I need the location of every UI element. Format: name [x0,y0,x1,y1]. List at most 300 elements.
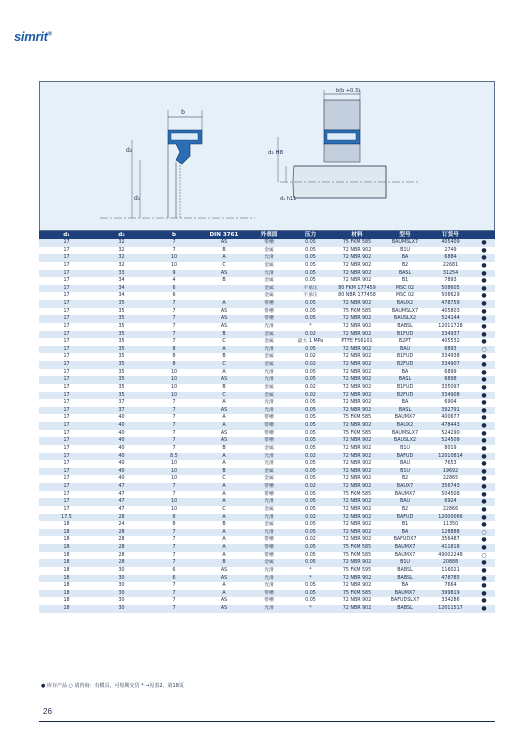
cell-order-no: 478759 [428,300,473,308]
cell-surface: 金属 [249,353,289,361]
cell-pressure: 0.05 [289,521,332,529]
cell-b: 7 [149,315,199,323]
cell-material: 72 NBR 902 [332,514,382,522]
cell-din: AS [199,308,249,316]
cell-order-no: 6893 [428,346,473,354]
cell-d2: 47 [94,498,149,506]
cell-material: 72 NBR 902 [332,582,382,590]
cell-stock: ● [473,475,495,483]
cell-surface: 光滑 [249,453,289,461]
cell-type: BAUSLX2 [382,437,428,445]
cell-b: 10 [149,506,199,514]
cell-surface: 金属 [249,392,289,400]
cell-pressure: 0.05 [289,475,332,483]
cell-type: MSC 02 [382,292,428,300]
cell-order-no: 22681 [428,262,473,270]
cell-b: 10 [149,392,199,400]
cell-stock: ● [473,491,495,499]
table-row [39,376,495,384]
col-header-type: 型号 [382,231,428,239]
cell-order-no: 356487 [428,536,473,544]
cell-d1: 17 [39,323,94,331]
cell-order-no: 334938 [428,353,473,361]
cell-type: BA [382,369,428,377]
table-row [39,544,495,552]
cell-d1: 17 [39,353,94,361]
cell-order-no: 22866 [428,506,473,514]
cell-order-no: 508605 [428,285,473,293]
cell-material: 72 NBR 902 [332,559,382,567]
cell-type: BASL [382,376,428,384]
cell-material: PTFE F56101 [332,338,382,346]
cell-pressure: 0.05 [289,491,332,499]
cell-stock: ● [473,605,495,613]
cell-surface: 带槽 [249,315,289,323]
cell-d1: 18 [39,575,94,583]
table-row [39,392,495,400]
cell-type: BAUMX7 [382,414,428,422]
cell-d2: 37 [94,407,149,415]
cell-din: C [199,262,249,270]
cell-type: B1 [382,277,428,285]
cell-b: 7 [149,437,199,445]
cell-pressure: 0.05 [289,254,332,262]
cell-d1: 18 [39,590,94,598]
table-row [39,346,495,354]
cell-d2: 40 [94,475,149,483]
table-row [39,597,495,605]
seal-cross-section-drawing [40,82,496,232]
cell-pressure: 0.02 [289,453,332,461]
cell-d2: 40 [94,430,149,438]
cell-d2: 28 [94,514,149,522]
cell-pressure: 不承压 [289,292,332,300]
cell-stock: ● [473,453,495,461]
cell-din: A [199,346,249,354]
cell-pressure: 0.05 [289,590,332,598]
cell-d1: 17 [39,346,94,354]
table-row [39,567,495,575]
table-row [39,483,495,491]
cell-order-no: 12011728 [428,323,473,331]
table-row [39,506,495,514]
cell-b: 7 [149,445,199,453]
cell-d2: 35 [94,369,149,377]
table-row [39,491,495,499]
cell-order-no: 6904 [428,399,473,407]
cell-d2: 35 [94,353,149,361]
table-row [39,575,495,583]
cell-type: BAUX7 [382,483,428,491]
cell-type: B1 [382,521,428,529]
cell-pressure: * [289,567,332,575]
cell-b: 10 [149,254,199,262]
cell-stock: ● [473,399,495,407]
cell-din: AS [199,437,249,445]
cell-d2: 35 [94,346,149,354]
cell-din: A [199,414,249,422]
cell-surface: 带槽 [249,437,289,445]
cell-din: B [199,247,249,255]
cell-din: A [199,536,249,544]
cell-order-no: 399819 [428,590,473,598]
cell-material: 72 NBR 902 [332,597,382,605]
cell-din: AS [199,567,249,575]
cell-pressure: 0.05 [289,552,332,560]
cell-surface: 金属 [249,475,289,483]
cell-din: A [199,582,249,590]
cell-type: B1U [382,445,428,453]
cell-order-no: 6884 [428,254,473,262]
cell-b: 7 [149,338,199,346]
cell-material: 75 FKM 585 [332,308,382,316]
cell-pressure: 0.05 [289,544,332,552]
col-header-order-no: 订货号 [428,231,473,239]
cell-pressure: 0.05 [289,414,332,422]
cell-order-no: 7664 [428,582,473,590]
cell-type: BABSL [382,575,428,583]
cell-order-no: 524144 [428,315,473,323]
table-row [39,582,495,590]
cell-d2: 30 [94,590,149,598]
cell-order-no: 335097 [428,384,473,392]
cell-order-no: 400677 [428,414,473,422]
cell-material: 72 NBR 902 [332,353,382,361]
cell-surface: 带槽 [249,483,289,491]
cell-order-no: 116021 [428,567,473,575]
cell-pressure: 不承压 [289,285,332,293]
cell-d1: 18 [39,536,94,544]
cell-stock: ● [473,483,495,491]
cell-stock: ● [473,262,495,270]
cell-d2: 30 [94,567,149,575]
cell-din: AS [199,239,249,247]
cell-type: B2 [382,506,428,514]
cell-din: AS [199,575,249,583]
cell-d2: 30 [94,605,149,613]
cell-material: 72 NBR 902 [332,536,382,544]
cell-stock: ● [473,514,495,522]
cell-stock: ● [473,445,495,453]
cell-din: A [199,460,249,468]
cell-order-no: 524509 [428,437,473,445]
cell-din: B [199,468,249,476]
cell-d1: 17 [39,369,94,377]
cell-order-no: 405532 [428,338,473,346]
cell-d1: 17 [39,247,94,255]
cell-material: 72 NBR 902 [332,323,382,331]
cell-d1: 17 [39,270,94,278]
cell-material: 75 FKM 585 [332,430,382,438]
cell-material: 75 FKM 585 [332,590,382,598]
cell-type: BA [382,582,428,590]
cell-type: BAUMX7 [382,552,428,560]
table-row [39,536,495,544]
cell-stock: ● [473,597,495,605]
cell-b: 7 [149,552,199,560]
cell-b: 7 [149,605,199,613]
cell-din [199,285,249,293]
cell-surface: 金属 [249,338,289,346]
cell-surface: 金属 [249,262,289,270]
cell-surface: 光滑 [249,605,289,613]
cell-pressure: 0.02 [289,384,332,392]
cell-pressure: 0.02 [289,514,332,522]
cell-pressure: 0.02 [289,353,332,361]
cell-stock: ○ [473,346,495,354]
cell-d2: 30 [94,582,149,590]
cell-d2: 35 [94,315,149,323]
cell-b: 7 [149,323,199,331]
cell-type: BAFUD [382,514,428,522]
table-row [39,331,495,339]
cell-b: 10 [149,468,199,476]
cell-d2: 35 [94,308,149,316]
cell-b: 7 [149,422,199,430]
table-row [39,468,495,476]
cell-pressure: 0.05 [289,582,332,590]
cell-din: A [199,422,249,430]
cell-din: B [199,353,249,361]
cell-stock: ● [473,498,495,506]
cell-order-no: 49002248 [428,552,473,560]
cell-b: 7 [149,529,199,537]
cell-material: 75 FKM 585 [332,414,382,422]
col-header-pressure: 压力 [289,231,332,239]
cell-type: BAUMSLX7 [382,239,428,247]
cell-b: 7 [149,407,199,415]
cell-order-no: 7893 [428,277,473,285]
cell-d2: 35 [94,338,149,346]
cell-stock: ○ [473,552,495,560]
cell-order-no: 334937 [428,331,473,339]
cell-d2: 28 [94,536,149,544]
table-row [39,605,495,613]
table-row [39,445,495,453]
cell-b: 6 [149,575,199,583]
cell-d1: 17 [39,475,94,483]
cell-d2: 32 [94,262,149,270]
col-header-din: DIN 3761 [199,231,249,239]
cell-b: 8 [149,521,199,529]
cell-order-no: 405803 [428,308,473,316]
cell-b: 7 [149,247,199,255]
cell-surface: 光滑 [249,254,289,262]
cell-order-no: 11350 [428,521,473,529]
cell-type: BAUMSLX7 [382,430,428,438]
table-header-row [39,231,495,239]
cell-d1: 17 [39,315,94,323]
cell-material: 72 NBR 902 [332,498,382,506]
table-row [39,437,495,445]
cell-type: BAUMSLX7 [382,308,428,316]
col-header-stock [473,231,495,239]
cell-stock: ● [473,567,495,575]
cell-stock: ● [473,437,495,445]
cell-d1: 18 [39,529,94,537]
cell-type: BAU [382,346,428,354]
cell-stock: ● [473,536,495,544]
cell-surface: 金属 [249,506,289,514]
cell-material: 72 NBR 902 [332,376,382,384]
cell-pressure: 0.05 [289,399,332,407]
table-row [39,399,495,407]
cell-d1: 17 [39,331,94,339]
table-row [39,315,495,323]
cell-d2: 40 [94,468,149,476]
cell-d1: 17 [39,285,94,293]
cell-material: 75 FKM 585 [332,239,382,247]
cell-stock: ● [473,559,495,567]
cell-surface: 光滑 [249,529,289,537]
cell-pressure: 0.05 [289,506,332,514]
cell-material: 75 FKM 585 [332,552,382,560]
cell-d2: 47 [94,491,149,499]
cell-d1: 17 [39,239,94,247]
cell-type: B2 [382,262,428,270]
cell-stock: ● [473,468,495,476]
cell-d1: 17 [39,498,94,506]
cell-type: MSC 02 [382,285,428,293]
cell-b: 8 [149,346,199,354]
cell-din: A [199,498,249,506]
cell-surface: 金属 [249,468,289,476]
cell-din: AS [199,605,249,613]
cell-surface: 光滑 [249,582,289,590]
cell-surface: 金属 [249,277,289,285]
cell-b: 10 [149,460,199,468]
cell-d2: 47 [94,506,149,514]
cell-stock: ● [473,506,495,514]
cell-din: B [199,384,249,392]
cell-material: 72 NBR 902 [332,475,382,483]
cell-material: 72 NBR 902 [332,422,382,430]
cell-order-no: 2749 [428,247,473,255]
cell-din: C [199,361,249,369]
cell-stock: ● [473,521,495,529]
cell-type: BAFUD [382,453,428,461]
cell-d1: 17 [39,300,94,308]
cell-d2: 28 [94,529,149,537]
cell-din: A [199,514,249,522]
cell-surface: 光滑 [249,346,289,354]
cell-d2: 47 [94,483,149,491]
table-row [39,475,495,483]
cell-din: AS [199,376,249,384]
cell-material: 72 NBR 902 [332,346,382,354]
cell-b: 7 [149,590,199,598]
cell-order-no: 12000066 [428,514,473,522]
cell-stock: ● [473,308,495,316]
cell-din: AS [199,407,249,415]
col-header-b: b [149,231,199,239]
cell-din: A [199,399,249,407]
cell-b: 7 [149,331,199,339]
cell-pressure: 0.05 [289,430,332,438]
cell-d1: 17.5 [39,514,94,522]
cell-order-no: 20888 [428,559,473,567]
cell-surface: 带槽 [249,308,289,316]
cell-stock: ● [473,369,495,377]
cell-din: A [199,369,249,377]
cell-pressure: 0.05 [289,597,332,605]
table-row [39,247,495,255]
cell-material: 72 NBR 902 [332,575,382,583]
cell-pressure: 0.05 [289,407,332,415]
cell-material: 72 NBR 902 [332,331,382,339]
cell-surface: 带槽 [249,491,289,499]
cell-surface: 光滑 [249,323,289,331]
cell-type: B1U [382,559,428,567]
cell-din: C [199,475,249,483]
table-row [39,407,495,415]
cell-material: 80 NBR 177458 [332,292,382,300]
cell-type: BAUX2 [382,422,428,430]
cell-material: 72 NBR 902 [332,407,382,415]
cell-surface: 光滑 [249,376,289,384]
cell-order-no: 6924 [428,498,473,506]
cell-din: C [199,506,249,514]
cell-surface: 光滑 [249,498,289,506]
table-row [39,361,495,369]
table-row [39,514,495,522]
cell-stock: ● [473,285,495,293]
cell-d1: 17 [39,414,94,422]
cell-surface: 带槽 [249,300,289,308]
cell-d2: 32 [94,254,149,262]
cell-order-no: 411818 [428,544,473,552]
cell-din: A [199,544,249,552]
cell-din [199,292,249,300]
table-row [39,559,495,567]
cell-material: 72 NBR 902 [332,437,382,445]
cell-b: 7 [149,300,199,308]
cell-b: 10 [149,475,199,483]
cell-stock: ○ [473,529,495,537]
cell-stock: ● [473,414,495,422]
cell-din: C [199,338,249,346]
cell-d2: 37 [94,399,149,407]
cell-d2: 35 [94,300,149,308]
cell-type: BAU [382,460,428,468]
cell-type: B2FUD [382,361,428,369]
cell-order-no: 6898 [428,376,473,384]
cell-stock: ● [473,277,495,285]
cell-b: 7 [149,559,199,567]
cell-pressure: 0.05 [289,239,332,247]
cell-stock: ● [473,315,495,323]
cell-d2: 28 [94,544,149,552]
cell-d2: 40 [94,445,149,453]
cell-b: 6 [149,514,199,522]
cell-surface: 金属 [249,285,289,293]
cell-stock: ● [473,575,495,583]
cell-order-no: 7653 [428,460,473,468]
cell-pressure: 0.05 [289,247,332,255]
cell-d1: 17 [39,445,94,453]
table-row [39,254,495,262]
cell-b: 8 [149,353,199,361]
cell-b: 10 [149,498,199,506]
cell-din: AS [199,270,249,278]
cell-type: BAUMX7 [382,590,428,598]
dim-d1-right: d₁ h11 [280,196,297,202]
cell-type: BA [382,399,428,407]
cell-pressure: 0.05 [289,468,332,476]
cell-type: BAUMX7 [382,544,428,552]
table-row [39,384,495,392]
cell-din: B [199,559,249,567]
